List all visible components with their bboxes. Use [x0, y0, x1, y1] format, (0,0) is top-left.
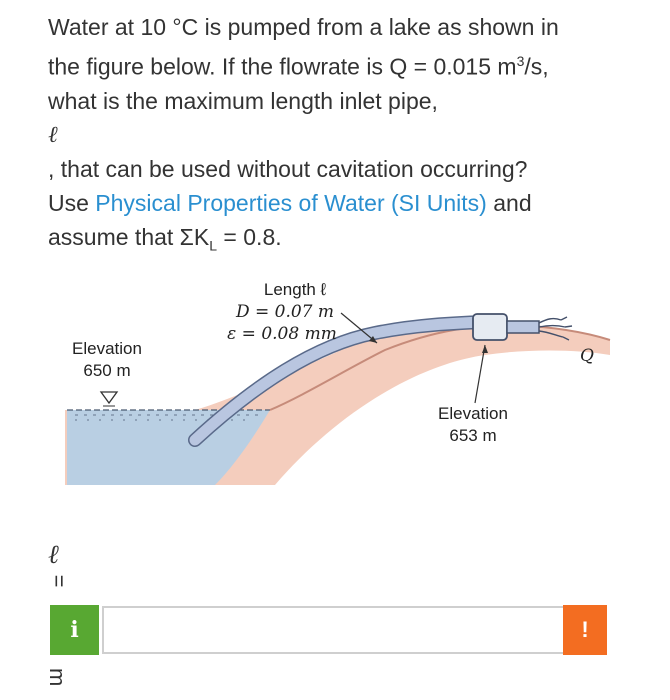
- physical-properties-link[interactable]: Physical Properties of Water (SI Units): [95, 189, 487, 216]
- pump-diagram: [45, 265, 625, 505]
- subscript-l: L: [209, 237, 218, 254]
- question-line-2-end: /s,: [524, 53, 549, 80]
- right-elevation-title: Elevation: [438, 404, 508, 423]
- question-text: [48, 10, 648, 262]
- outlet-pipe: [507, 321, 539, 333]
- answer-unit: m: [45, 668, 70, 687]
- question-line-7-start: assume that ΣK: [48, 223, 210, 250]
- question-line-7: [48, 220, 648, 263]
- length-symbol: ℓ: [48, 121, 58, 148]
- length-label: [235, 279, 355, 301]
- answer-variable: ℓ: [48, 540, 59, 570]
- question-line-3: what is the maximum length inlet pipe,: [48, 87, 438, 114]
- left-elevation-value: 650 m: [83, 361, 131, 380]
- roughness-label: ε = 0.08 mm: [227, 324, 337, 344]
- answer-row: [50, 605, 607, 655]
- question-line-6: [48, 186, 648, 220]
- question-line-5: , that can be used without cavitation occurring?: [48, 155, 528, 182]
- alert-button[interactable]: [563, 605, 607, 655]
- answer-equals: =: [46, 574, 72, 588]
- question-line-6-end: and: [486, 189, 532, 216]
- info-icon: i: [70, 617, 79, 643]
- left-elevation-title: Elevation: [72, 339, 142, 358]
- exponent: 3: [516, 53, 525, 69]
- flow-label: Q: [580, 346, 594, 366]
- question-line-2-text: the figure below. If the flowrate is Q = 0.015 m: [48, 53, 517, 80]
- length-label-text: Length ℓ: [263, 280, 327, 299]
- question-line-6-start: Use: [48, 189, 96, 216]
- question-line-2: [48, 44, 648, 84]
- free-surface-marker: [101, 392, 117, 403]
- answer-input[interactable]: [102, 606, 578, 654]
- diameter-label: D = 0.07 m: [235, 302, 335, 322]
- right-elevation-value: 653 m: [449, 426, 497, 445]
- question-line-1: Water at 10 °C is pumped from a lake as shown in: [48, 14, 559, 40]
- pump-body: [473, 314, 507, 340]
- alert-icon: !: [581, 617, 589, 642]
- info-button[interactable]: [50, 605, 99, 655]
- question-line-7-end: = 0.8.: [217, 223, 282, 250]
